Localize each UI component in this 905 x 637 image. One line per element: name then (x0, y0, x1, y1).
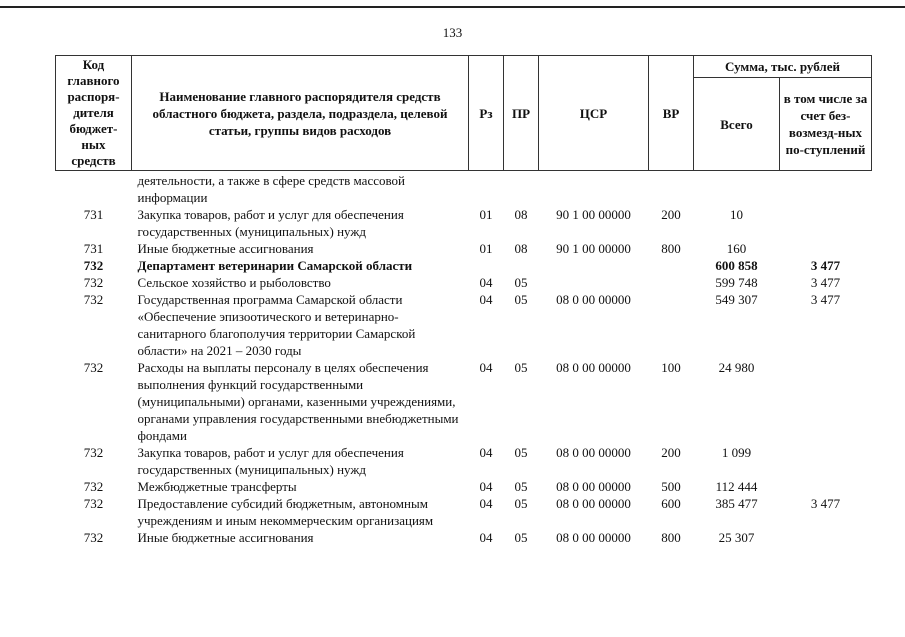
row-total: 24 980 (718, 360, 755, 375)
row-rz: 04 (479, 479, 493, 494)
row-pr: 05 (514, 360, 528, 375)
row-name: Департамент ветеринарии Самарской области (137, 258, 413, 273)
row-total: 10 (730, 207, 743, 222)
row-name: Государственная программа Самарской области «Обеспечение эпизоотического и ветеринарно-санитарного благополучия территории Самарской области» на 2021 – 2030 годы (137, 292, 416, 358)
row-incl: 3 477 (810, 292, 841, 307)
header-sum: Сумма, тыс. рублей (694, 56, 872, 78)
row-total: 25 307 (718, 530, 755, 545)
header-rz: Рз (469, 56, 504, 171)
row-name: Предоставление субсидий бюджетным, автономным учреждениям и иным некоммерческим организациям (137, 496, 434, 528)
row-pr: 05 (514, 530, 528, 545)
row-rz: 04 (479, 496, 493, 511)
row-incl (780, 444, 872, 478)
row-rz: 01 (479, 241, 493, 256)
row-total: 160 (726, 241, 747, 256)
row-code: 732 (83, 479, 104, 494)
table-row (56, 529, 872, 546)
row-code: 732 (83, 530, 104, 545)
row-rz: 04 (479, 360, 493, 375)
row-name: Закупка товаров, работ и услуг для обеспечения государственных (муниципальных) нужд (137, 207, 404, 239)
table-header (56, 56, 872, 171)
row-pr: 05 (514, 292, 528, 307)
row-name: Иные бюджетные ассигнования (137, 241, 314, 256)
row-vr (649, 171, 694, 207)
row-code: 732 (83, 258, 104, 273)
row-rz: 04 (479, 530, 493, 545)
row-pr: 05 (514, 445, 528, 460)
row-vr: 200 (661, 207, 681, 222)
row-name: Межбюджетные трансферты (137, 479, 297, 494)
row-csr: 08 0 00 00000 (556, 292, 631, 307)
row-name: Иные бюджетные ассигнования (137, 530, 314, 545)
row-code (56, 171, 132, 207)
row-incl: 3 477 (810, 496, 841, 511)
row-pr (504, 257, 539, 274)
header-name: Наименование главного распорядителя средств областного бюджета, раздела, подраздела, целевой статьи, группы видов расходов (132, 56, 469, 171)
row-vr: 500 (661, 479, 681, 494)
row-total: 112 444 (715, 479, 758, 494)
row-total: 385 477 (715, 496, 758, 511)
row-incl (780, 359, 872, 444)
header-vr: ВР (649, 56, 694, 171)
row-code: 732 (83, 360, 104, 375)
row-incl (780, 478, 872, 495)
row-csr: 08 0 00 00000 (556, 496, 631, 511)
table-row (56, 291, 872, 359)
row-code: 732 (83, 445, 104, 460)
row-csr: 90 1 00 00000 (556, 241, 631, 256)
row-incl (780, 206, 872, 240)
row-pr: 05 (514, 496, 528, 511)
row-pr: 08 (514, 241, 528, 256)
row-name: деятельности, а также в сфере средств массовой информации (137, 173, 406, 205)
header-total: Всего (694, 78, 780, 171)
table-row (56, 444, 872, 478)
row-csr (539, 171, 649, 207)
row-vr: 600 (661, 496, 681, 511)
row-rz (469, 171, 504, 207)
row-total: 599 748 (715, 275, 758, 290)
table-row (56, 274, 872, 291)
table-row (56, 206, 872, 240)
row-rz: 04 (479, 445, 493, 460)
row-code: 731 (83, 241, 104, 256)
row-rz: 01 (479, 207, 493, 222)
row-total: 600 858 (715, 258, 758, 273)
row-rz: 04 (479, 275, 493, 290)
table-row (56, 495, 872, 529)
row-total: 1 099 (721, 445, 752, 460)
row-name: Сельское хозяйство и рыболовство (137, 275, 331, 290)
table-row (56, 478, 872, 495)
row-vr: 800 (661, 530, 681, 545)
row-incl (780, 240, 872, 257)
table-row (56, 171, 872, 207)
table-row (56, 359, 872, 444)
row-name: Закупка товаров, работ и услуг для обеспечения государственных (муниципальных) нужд (137, 445, 404, 477)
row-code: 731 (83, 207, 104, 222)
top-rule (0, 6, 905, 8)
table-body (56, 171, 872, 547)
row-vr: 800 (661, 241, 681, 256)
header-code: Код главного распоря-дителя бюджет-ных средств (56, 56, 132, 171)
row-csr: 08 0 00 00000 (556, 479, 631, 494)
row-incl (780, 529, 872, 546)
row-code: 732 (83, 496, 104, 511)
row-csr: 08 0 00 00000 (556, 445, 631, 460)
row-incl (780, 171, 872, 207)
row-vr (649, 274, 694, 291)
row-pr: 05 (514, 275, 528, 290)
row-vr (649, 291, 694, 359)
row-total: 549 307 (715, 292, 758, 307)
header-incl: в том числе за счет без-возмезд-ных по-ступлений (780, 78, 872, 171)
row-total (694, 171, 780, 207)
row-code: 732 (83, 292, 104, 307)
row-pr: 05 (514, 479, 528, 494)
header-csr: ЦСР (539, 56, 649, 171)
row-csr: 08 0 00 00000 (556, 360, 631, 375)
row-name: Расходы на выплаты персоналу в целях обеспечения выполнения функций государственными (муниципальными) органами, казенными учреждениями, органами управления государственными внебюджетными фондами (137, 360, 459, 443)
row-csr (539, 257, 649, 274)
row-incl: 3 477 (810, 275, 841, 290)
budget-table (55, 55, 872, 546)
row-rz (469, 257, 504, 274)
row-rz: 04 (479, 292, 493, 307)
row-csr: 08 0 00 00000 (556, 530, 631, 545)
header-pr: ПР (504, 56, 539, 171)
row-csr: 90 1 00 00000 (556, 207, 631, 222)
table-row (56, 257, 872, 274)
row-vr: 200 (661, 445, 681, 460)
table-row (56, 240, 872, 257)
row-csr (539, 274, 649, 291)
row-vr: 100 (661, 360, 681, 375)
row-vr (649, 257, 694, 274)
row-pr (504, 171, 539, 207)
row-pr: 08 (514, 207, 528, 222)
row-code: 732 (83, 275, 104, 290)
page-number: 133 (442, 25, 463, 40)
row-incl: 3 477 (810, 258, 841, 273)
